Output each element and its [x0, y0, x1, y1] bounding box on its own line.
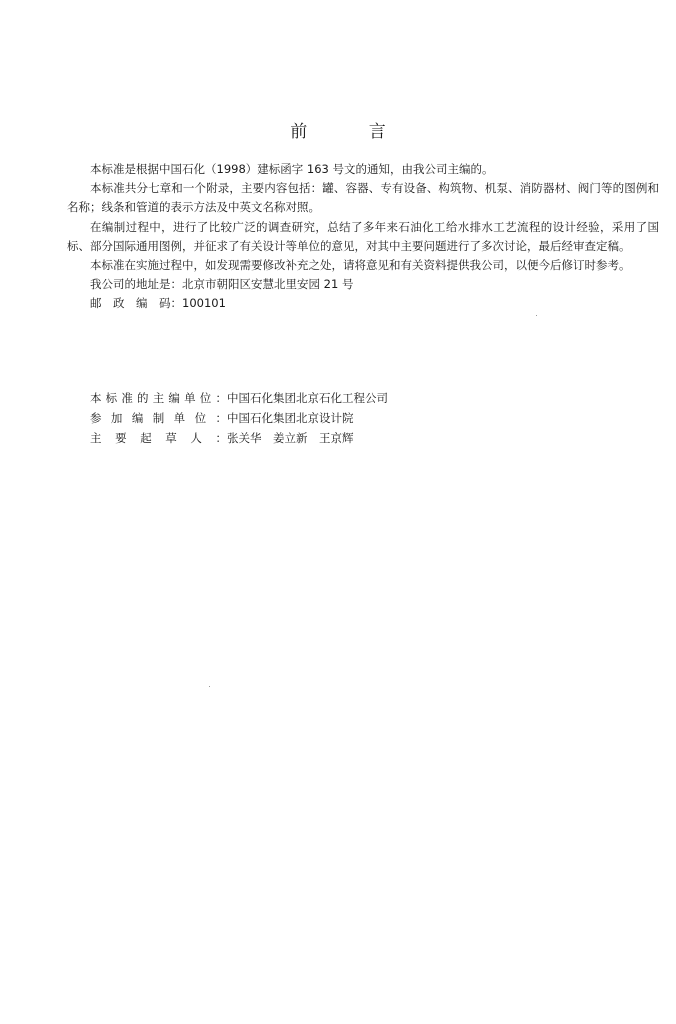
- credit-value: 中国石化集团北京石化工程公司: [227, 391, 388, 405]
- page-title: 前 言: [290, 122, 414, 142]
- credit-row-chief-editor: [90, 388, 388, 408]
- scan-speck: [536, 315, 537, 316]
- credit-label: 主要起草人：: [90, 431, 227, 445]
- preface-body: [67, 160, 659, 314]
- credits-block: [90, 388, 388, 448]
- paragraph-feedback: 本标准在实施过程中，如发现需要修改补充之处，请将意见和有关资料提供我公司，以便今后修订时参考。: [90, 258, 631, 273]
- paragraph-origin: 本标准是根据中国石化（1998）建标函字 163 号文的通知，由我公司主编的。: [90, 162, 494, 176]
- company-address: 我公司的地址是：北京市朝阳区安慧北里安园 21 号: [90, 277, 354, 292]
- credit-value: 张关华 姜立新 王京辉: [227, 431, 354, 445]
- paragraph-process: 在编制过程中，进行了比较广泛的调查研究，总结了多年来石油化工给水排水工艺流程的设计经验，采用了国标、部分国际通用图例，并征求了有关设计等单位的意见，对其中主要问题进行了多次讨论，最后经审查定稿。: [67, 219, 659, 253]
- postal-code: 邮 政 编 码：100101: [90, 296, 226, 311]
- paragraph-contents: 本标准共分七章和一个附录，主要内容包括：罐、容器、专有设备、构筑物、机泵、消防器材、阀门等的图例和名称；线条和管道的表示方法及中英文名称对照。: [67, 181, 659, 215]
- scan-speck: [209, 686, 210, 687]
- credit-label: 本标准的主编单位：: [90, 391, 227, 405]
- credit-value: 中国石化集团北京设计院: [227, 411, 354, 425]
- credit-label: 参加编制单位：: [90, 411, 227, 425]
- credit-row-participant: [90, 408, 388, 428]
- credit-row-drafters: [90, 428, 388, 448]
